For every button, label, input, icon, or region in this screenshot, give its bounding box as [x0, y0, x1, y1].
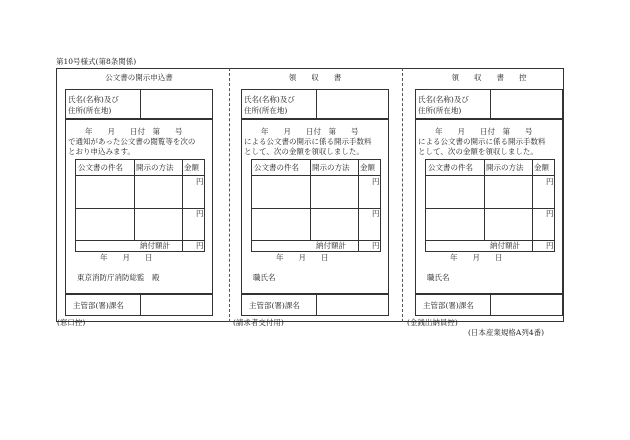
name-address-divider	[140, 89, 141, 119]
department-divider	[490, 294, 491, 316]
department-divider	[316, 294, 317, 316]
panel-title: 領 収 書	[288, 73, 342, 82]
name-address-divider	[490, 89, 491, 119]
fee-table	[425, 159, 555, 252]
total-label: 納付額計	[490, 241, 520, 250]
col-amount-header: 金額	[534, 163, 549, 172]
cut-line-2	[402, 68, 403, 322]
body-text-2: とおり申込みます。	[68, 147, 135, 156]
department-divider	[140, 294, 141, 316]
total-label: 納付額計	[316, 241, 346, 250]
name-address-divider	[316, 89, 317, 119]
yen-total: 円	[372, 241, 380, 250]
date-reference-line: 年 月 日付 第 号	[435, 127, 533, 136]
name-label: 氏名(名称)及び	[244, 95, 295, 104]
address-label: 住所(所在地)	[418, 106, 462, 115]
total-label: 納付額計	[140, 241, 170, 250]
department-label: 主管部(署)課名	[73, 301, 124, 310]
col-method-header: 開示の方法	[136, 163, 174, 172]
name-label: 氏名(名称)及び	[68, 95, 119, 104]
footer-date: 年 月 日	[276, 253, 329, 262]
copy-label: (窓口控)	[57, 318, 86, 327]
yen-row-1: 円	[372, 177, 380, 186]
panel-title: 公文書の開示申込書	[105, 73, 173, 82]
panel-title: 領 収 書 控	[451, 73, 527, 82]
col-method-header: 開示の方法	[486, 163, 524, 172]
body-text-2: として、次の金額を領収しました。	[244, 147, 364, 156]
date-reference-line: 年 月 日付 第 号	[85, 127, 183, 136]
footer-date: 年 月 日	[450, 253, 503, 262]
body-text-2: として、次の金額を領収しました。	[418, 147, 538, 156]
fee-table	[251, 159, 381, 252]
cut-line-1	[229, 68, 230, 322]
copy-label: (請求者交付用)	[233, 318, 284, 327]
col-amount-header: 金額	[360, 163, 375, 172]
col-method-header: 開示の方法	[312, 163, 350, 172]
col-name-header: 公文書の件名	[254, 163, 299, 172]
col-name-header: 公文書の件名	[78, 163, 123, 172]
address-label: 住所(所在地)	[244, 106, 288, 115]
yen-total: 円	[546, 241, 554, 250]
col-name-header: 公文書の件名	[428, 163, 473, 172]
body-text-1: による公文書の開示に係る開示手数料	[244, 137, 372, 146]
yen-row-1: 円	[196, 177, 204, 186]
name-label: 氏名(名称)及び	[418, 95, 469, 104]
copy-label: (金銭出納員控)	[407, 318, 458, 327]
footer-date: 年 月 日	[100, 253, 153, 262]
department-label: 主管部(署)課名	[249, 301, 300, 310]
standard-note: (日本産業規格A列4番)	[468, 328, 545, 337]
addressee: 東京消防庁消防総監 殿	[77, 273, 160, 282]
address-label: 住所(所在地)	[68, 106, 112, 115]
yen-row-2: 円	[372, 209, 380, 218]
body-text-1: による公文書の開示に係る開示手数料	[418, 137, 546, 146]
addressee: 職氏名	[253, 273, 276, 282]
addressee: 職氏名	[427, 273, 450, 282]
fee-table	[75, 159, 205, 252]
col-amount-header: 金額	[184, 163, 199, 172]
yen-row-2: 円	[196, 209, 204, 218]
yen-total: 円	[196, 241, 204, 250]
form-number: 第10号様式(第8条関係)	[56, 57, 137, 66]
date-reference-line: 年 月 日付 第 号	[261, 127, 359, 136]
yen-row-1: 円	[546, 177, 554, 186]
department-label: 主管部(署)課名	[423, 301, 474, 310]
body-text-1: で通知があった公文書の閲覧等を次の	[68, 137, 196, 146]
yen-row-2: 円	[546, 209, 554, 218]
